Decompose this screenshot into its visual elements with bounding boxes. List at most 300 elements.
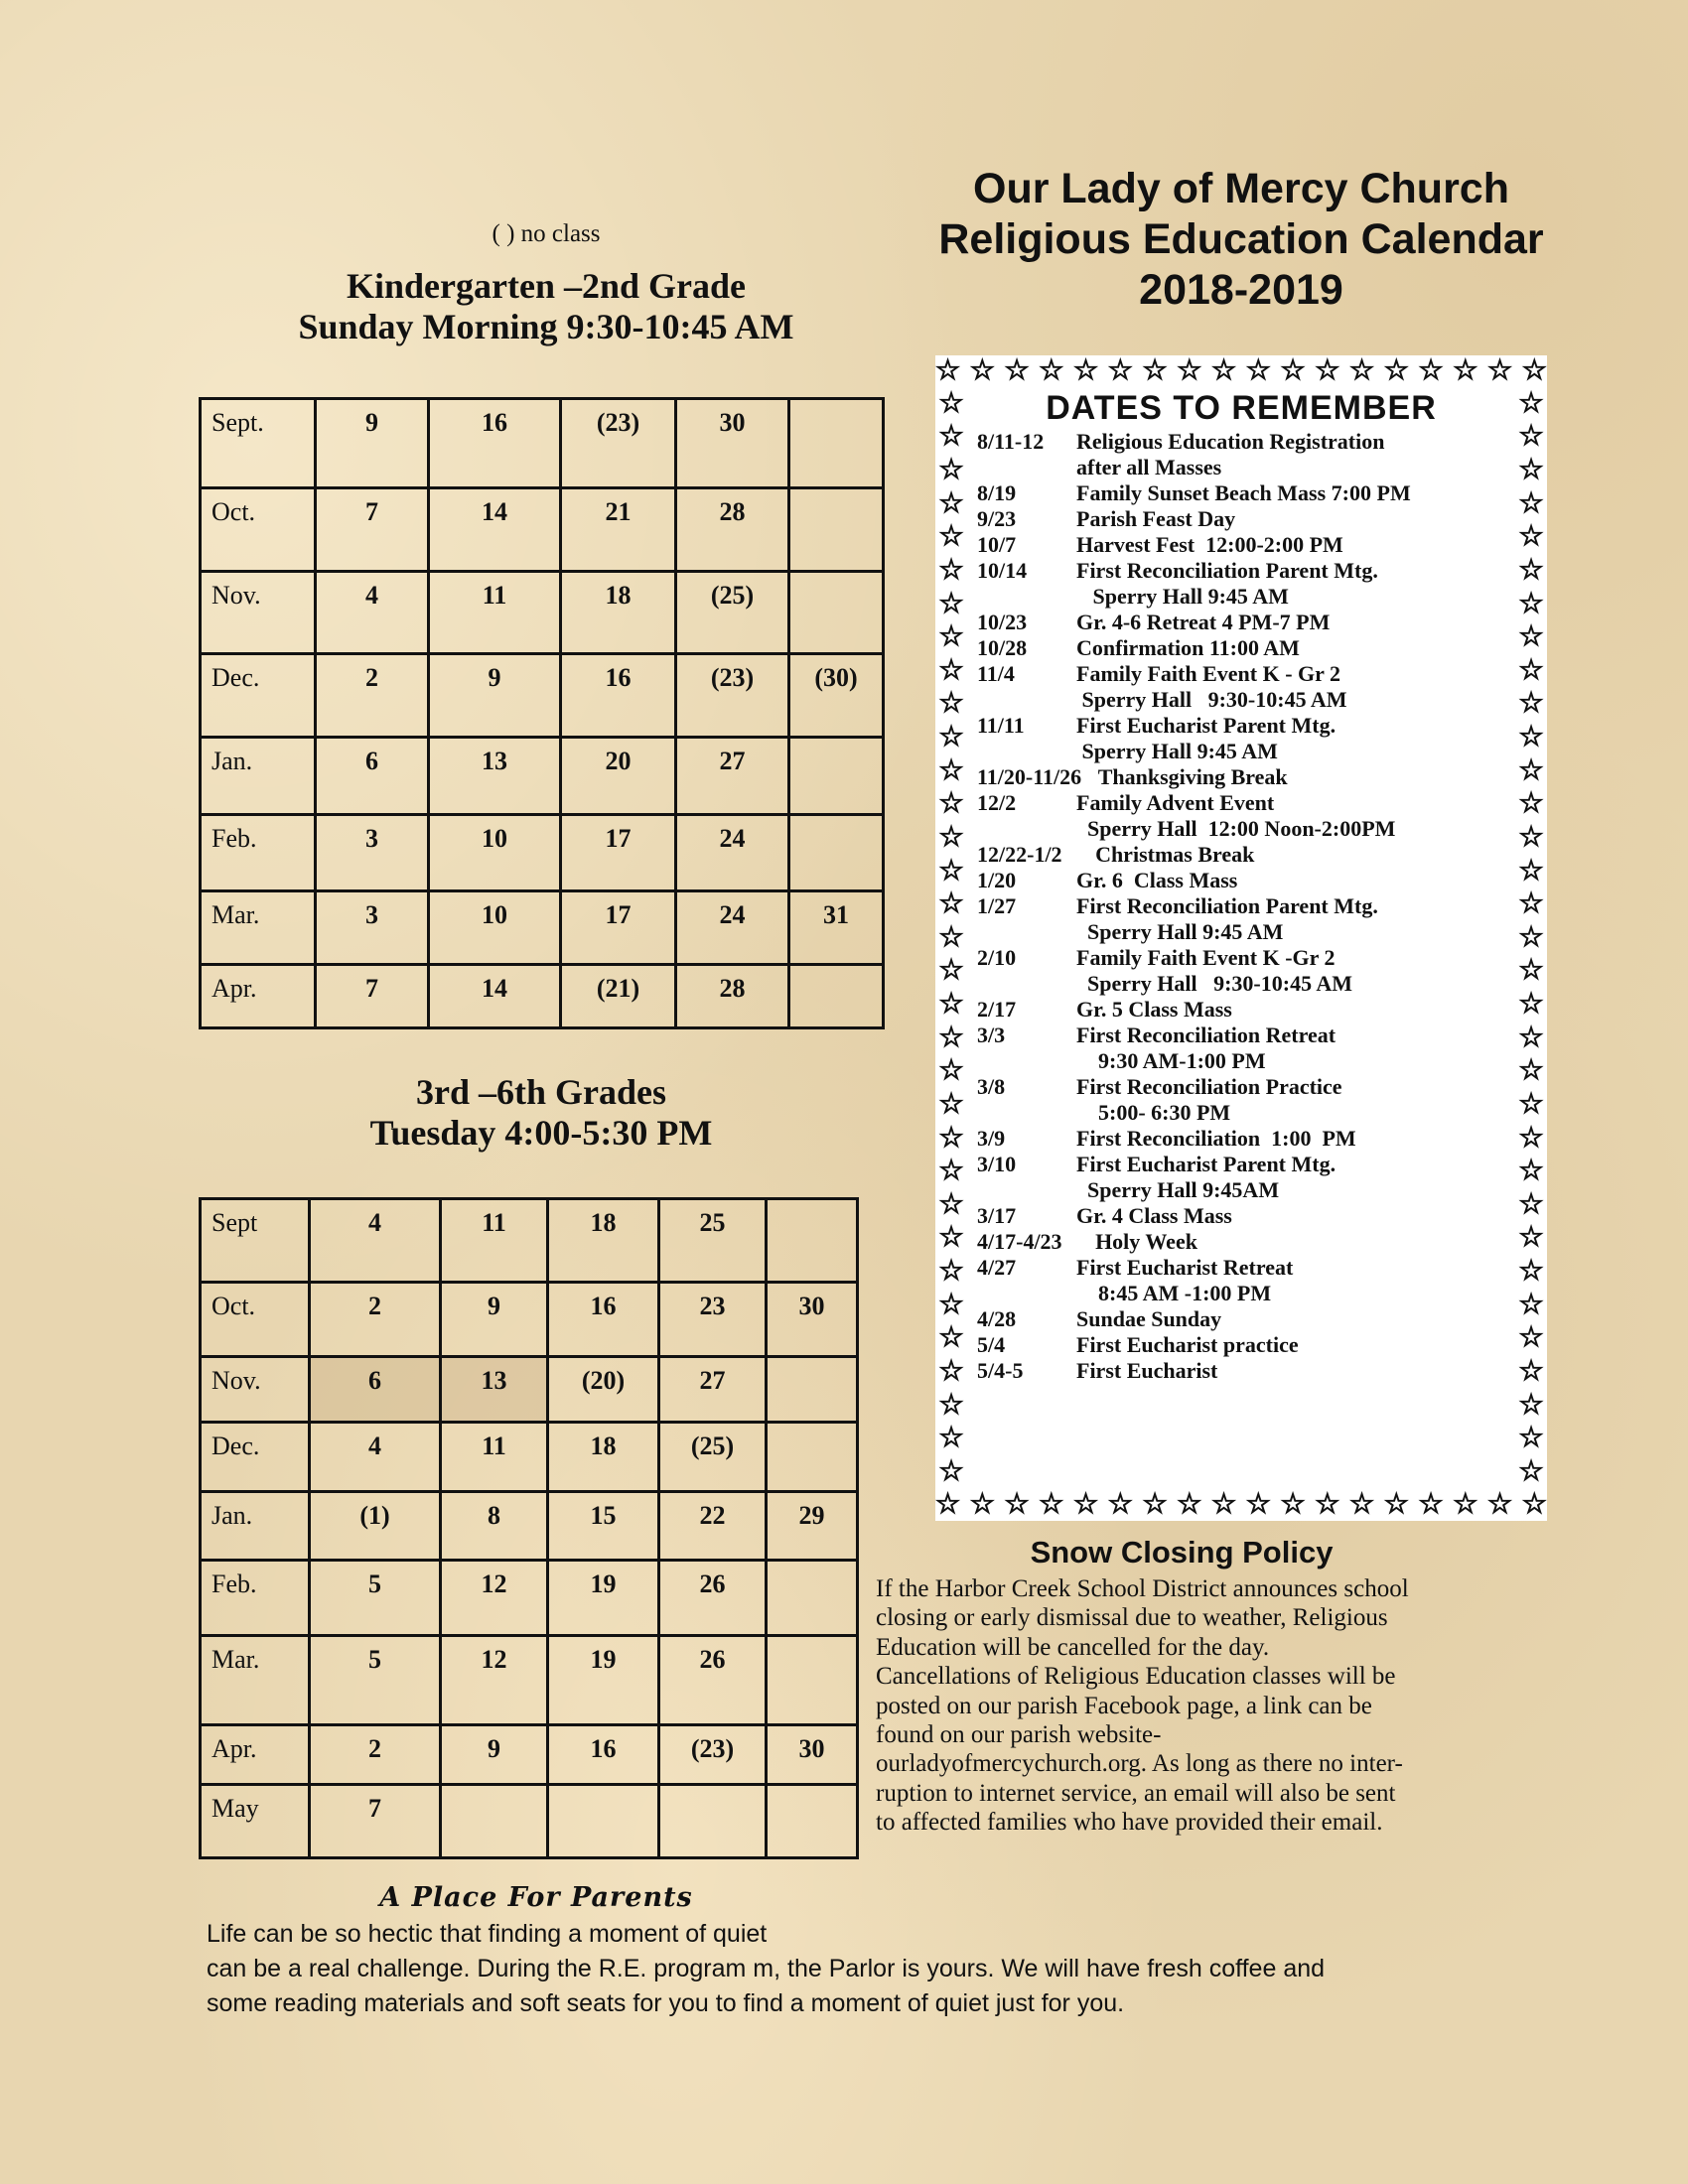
star-icon: ☆ — [1487, 355, 1513, 386]
date-entry-text: 9:30 AM-1:00 PM — [1076, 1048, 1266, 1073]
table-row — [201, 1785, 858, 1858]
star-icon: ☆ — [938, 955, 964, 987]
star-icon: ☆ — [1518, 1055, 1544, 1087]
star-icon: ☆ — [1518, 1188, 1544, 1220]
star-icon: ☆ — [1518, 1455, 1544, 1487]
date-entry-date: 8/11-12 — [977, 429, 1045, 454]
table-row — [201, 1357, 858, 1423]
star-icon: ☆ — [1383, 1489, 1409, 1520]
date-cell — [441, 1785, 548, 1858]
date-cell: 18 — [561, 572, 676, 654]
date-cell: 31 — [789, 891, 884, 965]
star-border-top — [935, 355, 1547, 387]
parents-line-3: some reading materials and soft seats for you to find a moment of quiet just for you. — [207, 1989, 1125, 2017]
date-entry — [977, 1048, 1483, 1074]
date-entry — [977, 1358, 1483, 1384]
date-cell: 10 — [429, 815, 561, 891]
date-cell: 7 — [316, 965, 429, 1028]
date-cell: 11 — [441, 1199, 548, 1283]
date-entry-date: 11/4 — [977, 661, 1015, 686]
date-cell: (25) — [659, 1423, 767, 1492]
star-icon: ☆ — [938, 387, 964, 419]
page-header — [894, 164, 1589, 316]
month-cell: Oct. — [201, 488, 316, 572]
star-icon: ☆ — [1039, 1489, 1064, 1520]
date-entry-date — [977, 1281, 1076, 1306]
star-icon: ☆ — [1518, 821, 1544, 853]
table-row — [201, 891, 884, 965]
star-icon: ☆ — [1211, 355, 1237, 386]
month-cell: Sept. — [201, 399, 316, 488]
school-year: 2018-2019 — [1139, 266, 1343, 314]
star-border-left — [935, 387, 967, 1489]
date-cell — [767, 1561, 858, 1636]
date-cell: 14 — [429, 488, 561, 572]
snow-policy-line: Cancellations of Religious Education classes will be — [876, 1663, 1396, 1691]
date-entry-date — [977, 687, 1076, 713]
parents-text — [207, 1917, 1547, 2021]
date-entry-text: Thanksgiving Break — [1087, 764, 1288, 789]
star-icon: ☆ — [1107, 1489, 1133, 1520]
table-row — [201, 965, 884, 1028]
month-cell: Nov. — [201, 1357, 310, 1423]
g36-calendar-table — [199, 1197, 859, 1859]
date-entry-text: Sperry Hall 9:30-10:45 AM — [1076, 971, 1353, 996]
date-cell: 3 — [316, 891, 429, 965]
date-cell: 22 — [659, 1492, 767, 1561]
star-icon: ☆ — [1518, 387, 1544, 419]
date-cell: 12 — [441, 1636, 548, 1725]
g36-title — [159, 1072, 923, 1154]
date-entry — [977, 1203, 1483, 1229]
star-icon: ☆ — [1518, 1122, 1544, 1154]
date-entry — [977, 1229, 1483, 1255]
date-cell: 6 — [316, 738, 429, 815]
star-icon: ☆ — [1245, 1489, 1271, 1520]
date-entry — [977, 1177, 1483, 1203]
star-icon: ☆ — [1453, 355, 1478, 386]
star-icon: ☆ — [1073, 355, 1099, 386]
date-cell: 27 — [676, 738, 789, 815]
star-icon: ☆ — [938, 1156, 964, 1187]
date-cell: 19 — [548, 1636, 659, 1725]
date-entry-date: 4/28 — [977, 1306, 1017, 1331]
date-cell: 9 — [429, 654, 561, 738]
table-row — [201, 1561, 858, 1636]
date-entry — [977, 584, 1483, 610]
star-icon: ☆ — [1039, 355, 1064, 386]
date-cell: 16 — [429, 399, 561, 488]
parents-line-2: can be a real challenge. During the R.E. program m, the Parlor is yours. We will have fresh coffee and — [207, 1955, 1326, 1982]
date-cell: 25 — [659, 1199, 767, 1283]
star-icon: ☆ — [1518, 921, 1544, 953]
date-entry-text: First Reconciliation Practice — [1076, 1074, 1342, 1099]
date-entry — [977, 971, 1483, 997]
date-entry-date: 3/9 — [977, 1126, 1006, 1151]
month-cell: Mar. — [201, 891, 316, 965]
date-cell: (23) — [659, 1725, 767, 1785]
star-icon: ☆ — [1521, 355, 1547, 386]
star-icon: ☆ — [938, 1355, 964, 1387]
star-icon: ☆ — [938, 855, 964, 887]
date-cell: 21 — [561, 488, 676, 572]
star-icon: ☆ — [1518, 788, 1544, 820]
star-icon: ☆ — [1518, 1355, 1544, 1387]
star-icon: ☆ — [938, 1022, 964, 1053]
month-cell: Dec. — [201, 654, 316, 738]
date-cell — [789, 815, 884, 891]
date-cell: 17 — [561, 815, 676, 891]
star-icon: ☆ — [1004, 1489, 1030, 1520]
date-cell: 20 — [561, 738, 676, 815]
date-entry — [977, 1255, 1483, 1281]
date-entry — [977, 558, 1483, 584]
date-entry — [977, 1126, 1483, 1152]
date-cell: 15 — [548, 1492, 659, 1561]
star-icon: ☆ — [938, 487, 964, 519]
date-entry-text: after all Masses — [1076, 455, 1222, 479]
date-entry-text: Family Faith Event K - Gr 2 — [1076, 661, 1341, 686]
date-entry-date: 10/23 — [977, 610, 1028, 634]
star-icon: ☆ — [1518, 554, 1544, 586]
star-icon: ☆ — [938, 421, 964, 453]
date-entry — [977, 1281, 1483, 1306]
date-cell — [789, 965, 884, 1028]
star-icon: ☆ — [935, 355, 961, 386]
date-entry — [977, 868, 1483, 893]
date-cell: (20) — [548, 1357, 659, 1423]
date-entry — [977, 739, 1483, 764]
date-cell: 24 — [676, 815, 789, 891]
star-icon: ☆ — [1518, 455, 1544, 486]
date-cell: 16 — [561, 654, 676, 738]
date-entry-text: Sperry Hall 9:30-10:45 AM — [1076, 687, 1347, 712]
date-entry-text: Christmas Break — [1067, 842, 1255, 867]
date-entry — [977, 842, 1483, 868]
star-icon: ☆ — [1349, 355, 1375, 386]
star-icon: ☆ — [1518, 1222, 1544, 1254]
date-cell: 12 — [441, 1561, 548, 1636]
star-icon: ☆ — [1453, 1489, 1478, 1520]
table-row — [201, 815, 884, 891]
date-entry-date — [977, 455, 1076, 480]
date-entry-date: 10/7 — [977, 532, 1017, 557]
date-cell: 18 — [548, 1199, 659, 1283]
date-entry — [977, 532, 1483, 558]
date-entry-date: 4/27 — [977, 1255, 1017, 1280]
table-row — [201, 1423, 858, 1492]
star-icon: ☆ — [1521, 1489, 1547, 1520]
snow-policy-line: found on our parish website- — [876, 1721, 1162, 1749]
g36-title-line1: 3rd –6th Grades — [416, 1072, 666, 1112]
date-entry-text: Sundae Sunday — [1076, 1306, 1222, 1331]
date-entry-date: 10/14 — [977, 558, 1028, 583]
date-entry — [977, 893, 1483, 919]
snow-policy-line: posted on our parish Facebook page, a link can be — [876, 1692, 1372, 1719]
month-cell: Nov. — [201, 572, 316, 654]
star-icon: ☆ — [938, 1423, 964, 1454]
date-entry — [977, 1152, 1483, 1177]
date-cell: 28 — [676, 488, 789, 572]
date-entry — [977, 1332, 1483, 1358]
month-cell: May — [201, 1785, 310, 1858]
star-icon: ☆ — [938, 722, 964, 753]
star-icon: ☆ — [1004, 355, 1030, 386]
date-entry-date: 1/20 — [977, 868, 1017, 892]
date-entry-text: First Eucharist Parent Mtg. — [1076, 1152, 1336, 1176]
date-entry-text: Religious Education Registration — [1076, 429, 1385, 454]
date-cell: 7 — [316, 488, 429, 572]
star-icon: ☆ — [1518, 1389, 1544, 1421]
star-icon: ☆ — [1518, 754, 1544, 786]
date-entry-date: 11/20-11/26 — [977, 764, 1082, 789]
star-icon: ☆ — [1518, 888, 1544, 920]
date-entry-text: Sperry Hall 12:00 Noon-2:00PM — [1076, 816, 1396, 841]
star-icon: ☆ — [1518, 1256, 1544, 1288]
date-entry — [977, 687, 1483, 713]
star-icon: ☆ — [938, 921, 964, 953]
date-entry — [977, 945, 1483, 971]
no-class-note: ( ) no class — [492, 220, 601, 247]
star-icon: ☆ — [1280, 1489, 1306, 1520]
date-cell: 9 — [441, 1283, 548, 1357]
star-icon: ☆ — [1349, 1489, 1375, 1520]
star-icon: ☆ — [938, 754, 964, 786]
snow-policy-line: If the Harbor Creek School District announces school — [876, 1575, 1409, 1602]
star-icon: ☆ — [1280, 355, 1306, 386]
date-entry-date — [977, 971, 1076, 997]
date-cell — [789, 572, 884, 654]
date-entry-date: 3/3 — [977, 1023, 1006, 1047]
star-icon: ☆ — [938, 788, 964, 820]
date-entry-text: 5:00- 6:30 PM — [1076, 1100, 1231, 1125]
date-cell: 4 — [310, 1423, 441, 1492]
star-icon: ☆ — [938, 1222, 964, 1254]
date-entry-date — [977, 1048, 1076, 1074]
date-cell: 13 — [441, 1357, 548, 1423]
dates-list — [977, 429, 1483, 1384]
snow-policy-title: Snow Closing Policy — [1030, 1535, 1334, 1570]
star-icon: ☆ — [938, 521, 964, 553]
date-entry — [977, 480, 1483, 506]
star-icon: ☆ — [1211, 1489, 1237, 1520]
month-cell: Jan. — [201, 1492, 310, 1561]
date-cell: (30) — [789, 654, 884, 738]
date-entry-text: Gr. 4-6 Retreat 4 PM-7 PM — [1076, 610, 1331, 634]
date-entry-date: 11/11 — [977, 713, 1025, 738]
date-cell: 3 — [316, 815, 429, 891]
date-cell: 11 — [441, 1423, 548, 1492]
month-cell: Apr. — [201, 1725, 310, 1785]
star-icon: ☆ — [1107, 355, 1133, 386]
date-cell: (1) — [310, 1492, 441, 1561]
date-entry-date: 10/28 — [977, 635, 1028, 660]
date-entry — [977, 635, 1483, 661]
calendar-title: Religious Education Calendar — [938, 215, 1544, 263]
date-entry — [977, 506, 1483, 532]
date-cell: 7 — [310, 1785, 441, 1858]
month-cell: Apr. — [201, 965, 316, 1028]
star-icon: ☆ — [1315, 1489, 1340, 1520]
star-icon: ☆ — [938, 1256, 964, 1288]
date-entry — [977, 997, 1483, 1023]
date-entry-text: Sperry Hall 9:45 AM — [1076, 584, 1289, 609]
star-icon: ☆ — [1142, 1489, 1168, 1520]
date-cell — [789, 488, 884, 572]
date-cell: 19 — [548, 1561, 659, 1636]
month-cell: Mar. — [201, 1636, 310, 1725]
date-cell: 14 — [429, 965, 561, 1028]
star-icon: ☆ — [938, 821, 964, 853]
date-cell: (23) — [676, 654, 789, 738]
date-entry-text: First Eucharist Retreat — [1076, 1255, 1294, 1280]
star-icon: ☆ — [938, 1055, 964, 1087]
date-cell: 24 — [676, 891, 789, 965]
date-entry-date: 8/19 — [977, 480, 1017, 505]
date-entry-text: Sperry Hall 9:45 AM — [1076, 739, 1278, 763]
month-cell: Feb. — [201, 815, 316, 891]
date-entry-text: First Reconciliation Parent Mtg. — [1076, 893, 1378, 918]
month-cell: Oct. — [201, 1283, 310, 1357]
star-icon: ☆ — [938, 1322, 964, 1354]
snow-policy-text — [876, 1574, 1491, 1838]
date-cell: (21) — [561, 965, 676, 1028]
date-cell: 16 — [548, 1725, 659, 1785]
star-icon: ☆ — [938, 1455, 964, 1487]
star-icon: ☆ — [938, 554, 964, 586]
date-entry-date — [977, 816, 1076, 842]
date-entry-text: Gr. 5 Class Mass — [1076, 997, 1232, 1022]
star-icon: ☆ — [1518, 855, 1544, 887]
date-entry — [977, 1306, 1483, 1332]
date-entry-date: 9/23 — [977, 506, 1017, 531]
date-entry-text: Gr. 4 Class Mass — [1076, 1203, 1232, 1228]
date-entry-date — [977, 584, 1076, 610]
star-icon: ☆ — [938, 621, 964, 653]
date-cell: (25) — [676, 572, 789, 654]
star-icon: ☆ — [1142, 355, 1168, 386]
date-entry-text: Gr. 6 Class Mass — [1076, 868, 1238, 892]
table-row — [201, 1636, 858, 1725]
date-cell: 9 — [441, 1725, 548, 1785]
date-entry-text: First Eucharist practice — [1076, 1332, 1299, 1357]
parents-line-1: Life can be so hectic that finding a moment of quiet — [207, 1920, 768, 1948]
star-icon: ☆ — [938, 1389, 964, 1421]
date-cell: 30 — [767, 1725, 858, 1785]
date-cell: 30 — [767, 1283, 858, 1357]
date-entry-text: Family Advent Event — [1076, 790, 1275, 815]
date-entry-date: 2/17 — [977, 997, 1017, 1022]
date-cell: 2 — [316, 654, 429, 738]
date-cell — [767, 1423, 858, 1492]
date-cell — [548, 1785, 659, 1858]
star-icon: ☆ — [1518, 955, 1544, 987]
date-cell: 30 — [676, 399, 789, 488]
date-cell: 9 — [316, 399, 429, 488]
star-icon: ☆ — [1518, 654, 1544, 686]
date-entry-text: First Reconciliation 1:00 PM — [1076, 1126, 1356, 1151]
star-border-right — [1515, 387, 1547, 1489]
date-entry-text: Holy Week — [1067, 1229, 1197, 1254]
k2-title-line2: Sunday Morning 9:30-10:45 AM — [298, 307, 794, 346]
table-row — [201, 1199, 858, 1283]
church-name: Our Lady of Mercy Church — [973, 165, 1509, 212]
date-cell — [767, 1199, 858, 1283]
table-row — [201, 654, 884, 738]
date-entry-date — [977, 1177, 1076, 1203]
date-cell — [767, 1357, 858, 1423]
date-entry-text: Harvest Fest 12:00-2:00 PM — [1076, 532, 1343, 557]
snow-policy-line: ruption to internet service, an email will also be sent — [876, 1779, 1396, 1807]
star-icon: ☆ — [1518, 688, 1544, 720]
date-entry-date: 2/10 — [977, 945, 1017, 970]
date-entry-date — [977, 1100, 1076, 1126]
date-entry-text: First Eucharist Parent Mtg. — [1076, 713, 1336, 738]
star-icon: ☆ — [935, 1489, 961, 1520]
k2-title — [139, 266, 953, 347]
date-cell: 26 — [659, 1561, 767, 1636]
star-icon: ☆ — [938, 888, 964, 920]
date-entry-text: Family Sunset Beach Mass 7:00 PM — [1076, 480, 1411, 505]
star-icon: ☆ — [1418, 1489, 1444, 1520]
star-icon: ☆ — [969, 355, 995, 386]
date-entry-text: First Reconciliation Parent Mtg. — [1076, 558, 1378, 583]
star-icon: ☆ — [1518, 1088, 1544, 1120]
star-icon: ☆ — [1177, 355, 1202, 386]
star-icon: ☆ — [1518, 521, 1544, 553]
date-entry-text: Sperry Hall 9:45 AM — [1076, 919, 1284, 944]
date-cell: 28 — [676, 965, 789, 1028]
date-entry-date: 1/27 — [977, 893, 1017, 918]
table-row — [201, 399, 884, 488]
date-cell: 2 — [310, 1283, 441, 1357]
star-icon: ☆ — [1518, 1423, 1544, 1454]
star-icon: ☆ — [1245, 355, 1271, 386]
date-cell: 2 — [310, 1725, 441, 1785]
star-icon: ☆ — [1518, 621, 1544, 653]
date-cell: 23 — [659, 1283, 767, 1357]
date-cell: 5 — [310, 1636, 441, 1725]
star-icon: ☆ — [1418, 355, 1444, 386]
star-icon: ☆ — [1518, 1289, 1544, 1320]
date-entry-text: First Reconciliation Retreat — [1076, 1023, 1336, 1047]
star-icon: ☆ — [1518, 588, 1544, 619]
snow-policy-line: to affected families who have provided their email. — [876, 1809, 1383, 1837]
date-cell: 6 — [310, 1357, 441, 1423]
date-cell: 13 — [429, 738, 561, 815]
date-entry — [977, 661, 1483, 687]
star-icon: ☆ — [1518, 722, 1544, 753]
star-icon: ☆ — [1518, 487, 1544, 519]
date-cell: 10 — [429, 891, 561, 965]
date-cell — [767, 1785, 858, 1858]
date-entry — [977, 429, 1483, 455]
star-icon: ☆ — [1518, 1156, 1544, 1187]
table-row — [201, 1725, 858, 1785]
star-icon: ☆ — [938, 1122, 964, 1154]
date-entry-text: Confirmation 11:00 AM — [1076, 635, 1300, 660]
date-entry — [977, 713, 1483, 739]
table-row — [201, 572, 884, 654]
date-cell — [659, 1785, 767, 1858]
month-cell: Feb. — [201, 1561, 310, 1636]
date-entry-text: 8:45 AM -1:00 PM — [1076, 1281, 1272, 1305]
date-entry — [977, 1100, 1483, 1126]
date-entry — [977, 816, 1483, 842]
star-icon: ☆ — [938, 588, 964, 619]
date-entry — [977, 919, 1483, 945]
star-icon: ☆ — [1518, 1022, 1544, 1053]
